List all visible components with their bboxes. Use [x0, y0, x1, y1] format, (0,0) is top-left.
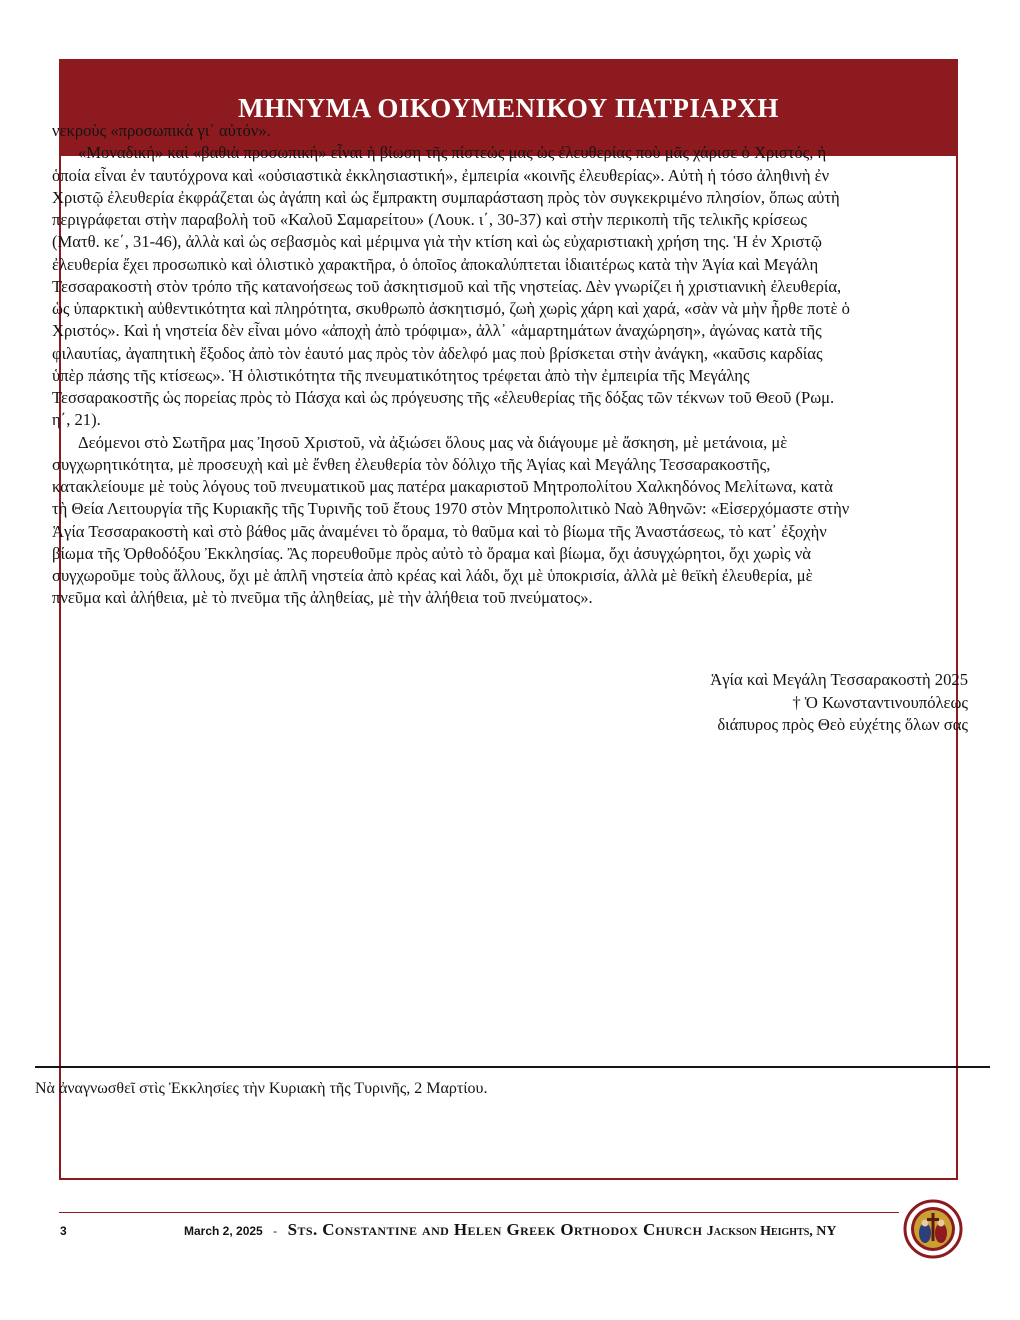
- reading-note: Νὰ ἀναγνωσθεῖ στὶς Ἐκκλησίες τὴν Κυριακὴ τῆς Τυρινῆς, 2 Μαρτίου.: [35, 1080, 488, 1097]
- footer-separator: -: [273, 1224, 278, 1238]
- page-number: 3: [60, 1224, 67, 1238]
- message-body: [52, 120, 852, 610]
- footer-text: [184, 1220, 837, 1240]
- signature-block: [710, 669, 968, 737]
- footer-date: March 2, 2025: [184, 1224, 263, 1238]
- note-divider: [35, 1066, 990, 1068]
- paragraph-1: νεκροὺς «προσωπικὰ γι᾽ αὐτόν».: [52, 121, 271, 140]
- page-title: ΜΗΝΥΜΑ ΟΙΚΟΥΜΕΝΙΚΟΥ ΠΑΤΡΙΑΡΧΗ: [238, 93, 779, 123]
- footer-location: Jackson Heights, NY: [706, 1224, 837, 1239]
- church-seal-icon: [903, 1199, 963, 1259]
- paragraph-3: Δεόμενοι στὸ Σωτῆρα μας Ἰησοῦ Χριστοῦ, νὰ ἀξιώσει ὅλους μας νὰ διάγουμε μὲ ἄσκηση, μὲ μετάνοια, μὲ συγχωρητικότητα, μὲ προσευχὴ καὶ μὲ ἔνθεη ἐλευθερία τὸν δόλιχο τῆς Ἁγίας καὶ Μεγάλης Τεσσαρακοστῆς, κατακλείουμε μὲ τοὺς λόγους τοῦ πνευματικοῦ μας πατέρα μακαριστοῦ Μητροπολίτου Χαλκηδόνος Μελίτωνα, κατὰ τὴ Θεία Λειτουργία τῆς Κυριακῆς τῆς Τυρινῆς τοῦ ἔτους 1970 στὸν Μητροπολιτικὸ Ναὸ Ἀθηνῶν: «Εἰσερχόμαστε στὴν Ἁγία Τεσσαρακοστὴ καὶ στὸ βάθος μᾶς ἀναμένει τὸ ὅραμα, τὸ θαῦμα καὶ τὸ βίωμα τῆς Ἀναστάσεως, τὸ κατ᾽ ἐξοχὴν βίωμα τῆς Ὀρθοδόξου Ἐκκλησίας. Ἂς πορευθοῦμε πρὸς αὐτὸ τὸ ὅραμα καὶ βίωμα, ὄχι ἀσυγχώρητοι, ὄχι χωρὶς νὰ συγχωροῦμε τοὺς ἄλλους, ὄχι μὲ ἁπλῆ νηστεία ἀπὸ κρέας καὶ λάδι, ὄχι μὲ ὑποκρισία, ἀλλὰ μὲ θεϊκὴ ἐλευθερία, μὲ πνεῦμα καὶ ἀλήθεια, μὲ τὸ πνεῦμα τῆς ἀληθείας, μὲ τὴν ἀλήθεια τοῦ πνεύματος».: [52, 432, 850, 608]
- signature-name-line: † Ὁ Κωνσταντινουπόλεως: [792, 692, 968, 712]
- paragraph-2: «Μοναδική» καὶ «βαθιὰ προσωπική» εἶναι ἡ βίωση τῆς πίστεώς μας ὡς ἐλευθερίας ποὺ μᾶς χάρισε ὁ Χριστός, ἡ ὁποία εἶναι ἐν ταυτόχρονα καὶ «οὐσιαστικὰ ἐκκλησιαστική», ἐμπειρία «κοινῆς ἐλευθερίας». Αὐτὴ ἡ τόσο ἀληθινὴ ἐν Χριστῷ ἐλευθερία ἐκφράζεται ὡς ἀγάπη καὶ ὡς ἔμπρακτη συμπαράσταση πρὸς τὸν συγκεκριμένο πλησίον, ὅπως αὐτὴ περιγράφεται στὴν παραβολὴ τοῦ «Καλοῦ Σαμαρείτου» (Λουκ. ι΄, 30-37) καὶ στὴν περικοπὴ τῆς τελικῆς κρίσεως (Ματθ. κε΄, 31-46), ἀλλὰ καὶ ὡς σεβασμὸς καὶ μέριμνα γιὰ τὴν κτίση καὶ ὡς εὐχαριστιακὴ χρήση της. Ἡ ἐν Χριστῷ ἐλευθερία ἔχει προσωπικὸ καὶ ὁλιστικὸ χαρακτῆρα, ὁ ὁποῖος ἀποκαλύπτεται ἰδιαιτέρως κατὰ τὴν Ἁγία καὶ Μεγάλη Τεσσαρακοστὴ στὸν τρόπο τῆς κατανοήσεως τοῦ ἀσκητισμοῦ καὶ τῆς νηστείας. Δὲν γνωρίζει ἡ χριστιανικὴ ἐλευθερία, ὡς ὑπαρκτικὴ αὐθεντικότητα καὶ πληρότητα, σκυθρωπὸ ἀσκητισμό, ζωὴ χωρὶς χάρη καὶ χαρά, «σὰν νὰ μὴν ἦρθε ποτὲ ὁ Χριστός». Καὶ ἡ νηστεία δὲν εἶναι μόνο «ἀποχὴ ἀπὸ τρόφιμα», ἀλλ᾽ «ἁμαρτημάτων ἀναχώρηση», ἀγώνας κατὰ τῆς φιλαυτίας, ἀγαπητικὴ ἔξοδος ἀπὸ τὸν ἑαυτό μας πρὸς τὸν ἀδελφό μας ποὺ βρίσκεται στὴν ἀνάγκη, «καῦσις καρδίας ὑπὲρ πάσης τῆς κτίσεως». Ἡ ὁλιστικότητα τῆς πνευματικότητος τρέφεται ἀπὸ τὴν ἐμπειρία τῆς Μεγάλης Τεσσαρακοστῆς ὡς πορείας πρὸς τὸ Πάσχα καὶ ὡς πρόγευσης τῆς «ἐλευθερίας τῆς δόξας τῶν τέκνων τοῦ Θεοῦ (Ρωμ. η΄, 21).: [52, 143, 850, 430]
- signature-date-line: Ἁγία καὶ Μεγάλη Τεσσαρακοστὴ 2025: [710, 670, 968, 689]
- footer-divider: [59, 1212, 899, 1213]
- signature-closing-line: διάπυρος πρὸς Θεὸ εὐχέτης ὅλων σας: [717, 715, 968, 734]
- footer-church-name: Sts. Constantine and Helen Greek Orthodox Church: [287, 1220, 703, 1239]
